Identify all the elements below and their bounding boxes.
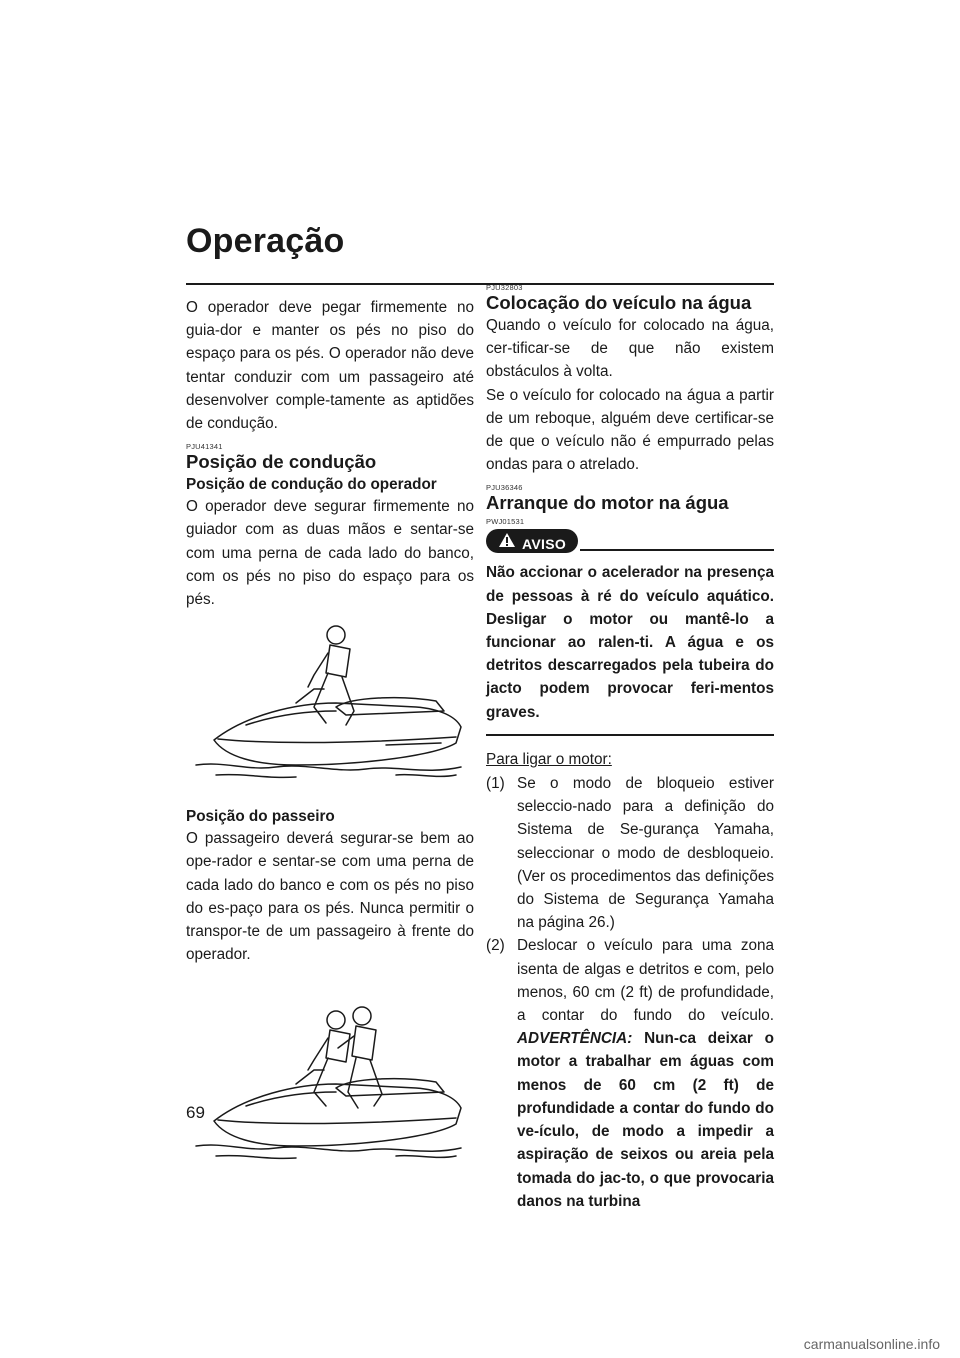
list-item (486, 934, 774, 1212)
warning-text: Não accionar o acelerador na presença de pessoas à ré do veículo aquático. Desligar o motor ou mantê-lo a funcionar ao ralen-ti. A água e os detritos descarregados pela tubeira do jacto podem provocar feri-mentos graves. (486, 564, 774, 721)
warning-label: AVISO (522, 536, 567, 553)
passenger-position-paragraph: O passageiro deverá segurar-se bem ao ope-rador e sentar-se com uma perna de cada lado do banco e com os pés no piso do es-paço para os pés. Nunca permitir o transpor-te de um passageiro à frente do operador. (186, 830, 474, 964)
step-body (517, 934, 774, 1212)
step-number: (2) (486, 937, 505, 955)
step-text: Deslocar o veículo para uma zona isenta de algas e detritos e com, pelo menos, 60 cm (2 ft) de profundidade, a contar do fundo do veículo. (517, 937, 774, 1025)
section-heading-launching: Colocação do veículo na água (486, 292, 752, 313)
section-code: PJU41341 (186, 442, 223, 452)
operator-illustration (186, 615, 474, 805)
step-number: (1) (486, 775, 505, 793)
passenger-illustration (186, 986, 474, 1186)
page-number: 69 (186, 1103, 205, 1122)
subheading-passenger-position: Posição do passeiro (186, 808, 335, 826)
warning-badge (486, 529, 578, 553)
footer-watermark: carmanualsonline.info (803, 1336, 940, 1352)
page-title: Operação (186, 222, 345, 260)
warning-rule (580, 549, 774, 551)
launching-paragraph-1: Quando o veículo for colocado na água, cer-tificar-se de que não existem obstáculos à volta. (486, 317, 774, 381)
warning-triangle-icon (498, 532, 516, 555)
subheading-operator-position: Posição de condução do operador (186, 476, 437, 494)
warning-header (486, 529, 774, 555)
warning-end-rule (486, 734, 774, 736)
list-item (486, 772, 774, 934)
right-column (486, 276, 774, 1213)
section-code: PJU32803 (486, 283, 523, 292)
procedure-title: Para ligar o motor: (486, 750, 612, 768)
advertencia-text: Nun-ca deixar o motor a trabalhar em águas com menos de 60 cm (2 ft) de profundidade a contar do fundo do ve-ículo, de modo a impedir a aspiração de seixos ou areia pela tomada do jac-to, o que provocaria danos na turbina (517, 1030, 774, 1210)
intro-paragraph: O operador deve pegar firmemente no guia-dor e manter os pés no piso do espaço para os pés. O operador não deve tentar conduzir com um passageiro até desenvolver comple-tamente as aptidões de condução. (186, 299, 474, 433)
operator-position-paragraph: O operador deve segurar firmemente no guiador com as duas mãos e sentar-se com uma perna de cada lado do banco, com os pés no piso do espaço para os pés. (186, 498, 474, 609)
warning-code: PWJ01531 (486, 517, 525, 527)
advertencia-label: ADVERTÊNCIA: (517, 1030, 633, 1048)
section-heading-starting-engine: Arranque do motor na água (486, 492, 729, 514)
procedure-steps (486, 772, 774, 1213)
section-heading-riding-position: Posição de condução (186, 451, 377, 473)
section-code: PJU36346 (486, 483, 523, 493)
launching-paragraph-2: Se o veículo for colocado na água a partir de um reboque, alguém deve certificar-se de que o veículo não é empurrado pelas ondas para o atrelado. (486, 386, 774, 474)
step-text: Se o modo de bloqueio estiver seleccio-nado para a definição do Sistema de Se-gurança Yamaha, seleccionar o modo de desbloqueio. (Ver os procedimentos das definições do Sistema de Segurança Yamaha na página 26.) (517, 775, 774, 932)
left-column (186, 296, 474, 1186)
